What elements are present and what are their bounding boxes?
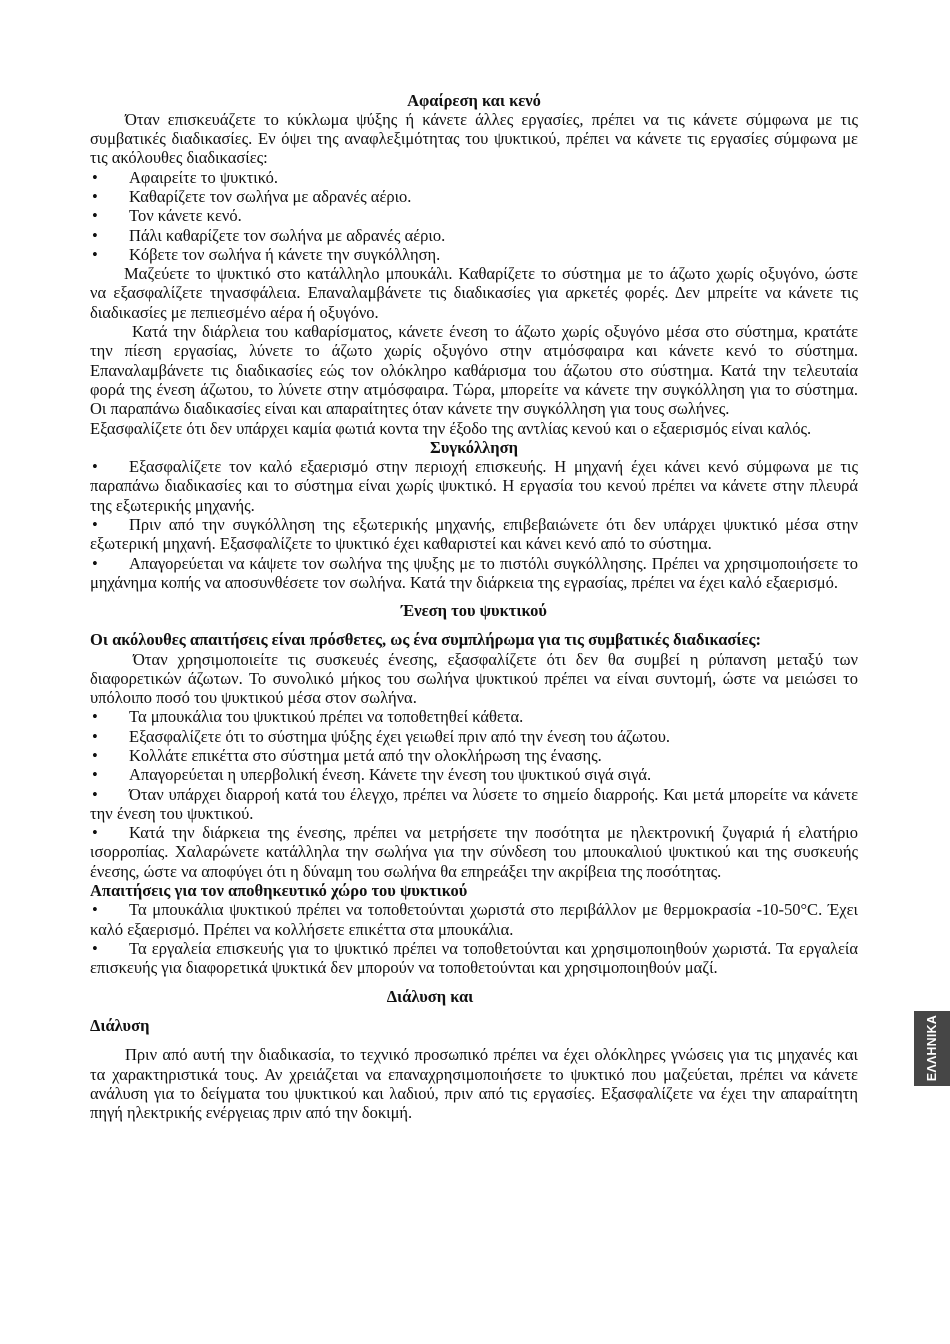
charging-section (90, 601, 858, 977)
list-item (90, 187, 858, 206)
bullet-marker: • (92, 244, 98, 264)
list-item-text: Τα μπουκάλια ψυκτικού πρέπει να τοποθετούνται χωριστά στο περιβάλλον με θερμοκρασία -10-50°C. Έχει (129, 900, 858, 920)
list-item-text: Πριν από την συγκόλληση της εξωτερικής μηχανής, επιβεβαιώνετε ότι δεν υπάρχει ψυκτικό μέσα στην (129, 515, 858, 535)
list-item (90, 226, 858, 245)
list-item-line: παραπάνω διαδικασίες και το σύστημα είναι χωρίς ψυκτικό. Η εργασία του κενού πρέπει να κάνετε στην πλευρά (90, 476, 858, 496)
decommissioning-section (90, 987, 858, 1122)
bullet-marker: • (92, 765, 98, 785)
paragraph-line: διαδικασίες με πεπιεσμένο αέρα ή οξυγόνο. (90, 302, 379, 322)
bullet-marker: • (92, 784, 98, 804)
list-item-line (90, 515, 858, 534)
list-item-line (90, 785, 858, 804)
section-heading: Ένεση του ψυκτικού (401, 601, 547, 621)
list-item-line: την ένεση του ψυκτικού. (90, 803, 254, 823)
list-item (90, 900, 858, 939)
paragraph-line: Μαζεύετε το ψυκτικό στο κατάλληλο μπουκάλι. Καθαρίζετε το σύστημα με το άζωτο χωρίς οξυγόνο, ώστε (124, 264, 858, 284)
list-item-line (90, 554, 858, 573)
list-item-line (90, 457, 858, 476)
bullet-marker: • (92, 745, 98, 765)
list-item (90, 746, 858, 765)
paragraph-line: Επαναλαμβάνετε τις διαδικασίες εώς τον ολόκληρο καθάρισμα του άζωτου στο σύστημα. Κατά την τελευταία (90, 360, 858, 380)
paragraph-line: τα χαρακτηριστικά τους. Αν χρειάζεται να επαναχρησιμοποιήσετε το ψυκτικό που μαζεύεται, πρέπει να κάνετε (90, 1064, 858, 1084)
paragraph-line: Κατά την διάρλεια του καθαρίσματος, κάνετε ένεση το άζωτο χωρίς οξυγόνο μέσα στο σύστημα, κρατάτε (132, 322, 858, 342)
list-item-text: Τον κάνετε κενό. (129, 206, 242, 226)
list-item-line: καλό εξαερισμό. Πρέπει να κολλήσετε επικέττα στα μπουκάλια. (90, 919, 514, 939)
paragraph-line: ανάλυση για το δείγματα του ψυκτικού και λαδιού, πριν από τις εργασίες. Εξασφαλίζετε να έχει την απαραίτητη (90, 1083, 858, 1103)
list-item (90, 245, 858, 264)
list-item-line: μηχάνημα κοπής να αποσυνθέσετε τον σωλήνα. Κατά την διάρκεια της εγρασίας, πρέπει να έχει καλό εξαερισμό. (90, 572, 839, 592)
list-item (90, 554, 858, 593)
page-content (90, 91, 858, 1123)
removal-section (90, 91, 858, 438)
paragraph-line: να εξασφαλίζετε τηνασφάλεια. Επαναλαμβάνετε τις διαδικασίες για αρκετές φορές. Δεν μπρείτε να κάνετε τις (90, 283, 858, 303)
brazing-section (90, 438, 858, 592)
subsection-heading: Απαιτήσεις για τον αποθηκευτικό χώρο του ψυκτικού (90, 881, 468, 901)
list-item (90, 939, 858, 978)
list-item-text: Κατά την διάρκεια της ένεσης, πρέπει να μετρήσετε την ποσότητα με ηλεκτρονική ζυγαριά ή ελατήριο (129, 823, 858, 843)
list-item (90, 515, 858, 554)
bullet-marker: • (92, 167, 98, 187)
list-item (90, 765, 858, 784)
paragraph-line: την πίεση εργασίας, λύνετε το άζωτο χωρίς οξυγόνο στην ατμόσφαιρα και κάνετε κενό το σύστημα. (90, 341, 858, 361)
list-item-line (90, 823, 858, 842)
list-item-text: Τα εργαλεία επισκευής για το ψυκτικό πρέπει να τοποθετούνται και χρησιμοποιηθούν χωριστά. Τα εργαλεία (129, 938, 858, 958)
list-item-line: ισορροπίας. Χαλαρώνετε κατάλληλα την σωλήνα για την σύνδεση του μπουκαλιού ψυκτικού και της συσκευής (90, 842, 858, 862)
list-item-text: Καθαρίζετε τον σωλήνα με αδρανές αέριο. (129, 186, 412, 206)
list-item-text: Εξασφαλίζετε ότι το σύστημα ψύξης έχει γειωθεί πριν από την ένεση του άζωτου. (129, 726, 671, 746)
list-item-text: Πάλι καθαρίζετε τον σωλήνα με αδρανές αέριο. (129, 225, 446, 245)
paragraph-line: τις ακόλουθες διαδικασίες: (90, 148, 268, 168)
list-item (90, 727, 858, 746)
language-tab (914, 1011, 950, 1086)
list-item-text: Κόβετε τον σωλήνα ή κάνετε την συγκόλληση. (129, 244, 441, 264)
bullet-marker: • (92, 900, 98, 920)
language-tab-label: ΕΛΛΗΝΙΚΑ (925, 1015, 939, 1082)
list-item-line: ένεσης, ώστε να αποφύγει ότι η δύναμη του σωλήνα θα επηρεάξει την ακρίβεια της ποσότητας. (90, 861, 722, 881)
list-item-line: επισκευής για διαφορετικά ψυκτικά δεν μπορούν να τοποθετούνται και χρησιμοποιηθούν μαζί. (90, 958, 718, 978)
list-item (90, 168, 858, 187)
bullet-marker: • (92, 553, 98, 573)
lead-text: Οι ακόλουθες απαιτήσεις είναι πρόσθετες, ως ένα συμπλήρωμα για τις συμβατικές διαδικασίες: (90, 630, 762, 650)
list-item (90, 206, 858, 225)
list-item (90, 823, 858, 881)
paragraph-line: Οι παραπάνω διαδικασίες είναι και απαραίτητες όταν κάνετε την συγκόλληση για τους σωλήνες. (90, 399, 730, 419)
section-heading: Αφαίρεση και κενό (407, 90, 541, 110)
subsection-heading: Διάλυση (90, 1016, 150, 1036)
list-item-line (90, 900, 858, 919)
list-item-text: Τα μπουκάλια του ψυκτικού πρέπει να τοποθετηθεί κάθετα. (129, 707, 524, 727)
bullet-marker: • (92, 515, 98, 535)
paragraph-line: Πριν από αυτή την διαδικασία, το τεχνικό προσωπικό πρέπει να έχει ολόκληρες γνώσεις για τις μηχανές και (125, 1045, 858, 1065)
bullet-marker: • (92, 823, 98, 843)
list-item-text: Εξασφαλίζετε τον καλό εξαερισμό στην περιοχή επισκευής. Η μηχανή έχει κάνει κενό σύμφωνα με τις (129, 457, 858, 477)
paragraph-line: Όταν επισκευάζετε το κύκλωμα ψύξης ή κάνετε άλλες εργασίες, πρέπει να τις κάνετε σύμφωνα με τις (125, 109, 858, 129)
bullet-marker: • (92, 938, 98, 958)
paragraph-line: φορά της ένεση άζωτου, το λύνετε στην ατμόσφαιρα. Τώρα, μπορείτε να κάνετε την συγκόλληση για το σύστημα. (90, 379, 858, 399)
section-heading: Συγκόλληση (430, 437, 518, 457)
list-item (90, 457, 858, 515)
bullet-marker: • (92, 726, 98, 746)
list-item-text: Απαγορεύεται η υπερβολική ένεση. Κάνετε την ένεση του ψυκτικού σιγά σιγά. (129, 765, 652, 785)
bullet-marker: • (92, 457, 98, 477)
paragraph-line: διαφορετικών άζωτων. Το συνολικό μήκος του σωλήνα ψυκτικού πρέπει να είναι συντομή, ώστε να μειώσει το (90, 668, 858, 688)
list-item (90, 785, 858, 824)
paragraph-line: Όταν χρησιμοποιείτε τις συσκευές ένεσης, εξασφαλίζετε ότι δεν θα συμβεί η ρύπανση μεταξύ των (133, 649, 858, 669)
paragraph-line: συμβατικές διαδικασίες. Εν όψει της αναφλεξιμότητας του ψυκτικού, πρέπει να κάνετε τις εργασίες σύμφωνα με (90, 129, 858, 149)
list-item-line: της εξωτερικής μηχανής. (90, 495, 255, 515)
paragraph-line: υπόλοιπο ποσό του ψυκτικού μέσα στον σωλήνα. (90, 688, 417, 708)
list-item-line (90, 939, 858, 958)
bullet-marker: • (92, 186, 98, 206)
bullet-marker: • (92, 206, 98, 226)
list-item-line: εξωτερική μηχανή. Εξασφαλίζετε το ψυκτικό έχει καθαριστεί και κάνει κενό από το σύστημα. (90, 534, 712, 554)
paragraph-line: Εξασφαλίζετε ότι δεν υπάρχει καμία φωτιά κοντα την έξοδο της αντλίας κενού και ο εξαερισμός είναι καλός. (90, 418, 812, 438)
bullet-marker: • (92, 707, 98, 727)
list-item (90, 707, 858, 726)
list-item-text: Απαγορεύεται να κάψετε τον σωλήνα της ψυξης με το πιστόλι συγκόλλησης. Πρέπει να χρησιμοποιήσετε το (129, 553, 858, 573)
list-item-text: Αφαιρείτε το ψυκτικό. (129, 167, 279, 187)
bullet-marker: • (92, 225, 98, 245)
paragraph-line: πηγή ηλεκτρικής ενέργειας πριν από την δοκιμή. (90, 1103, 413, 1123)
list-item-text: Όταν υπάρχει διαρροή κατά του έλεγχο, πρέπει να λύσετε το σημείο διαρροής. Και μετά μπορείτε να κάνετε (129, 784, 858, 804)
list-item-text: Κολλάτε επικέττα στο σύστημα μετά από την ολοκλήρωση της ένασης. (129, 745, 602, 765)
section-heading: Διάλυση και (386, 987, 474, 1007)
